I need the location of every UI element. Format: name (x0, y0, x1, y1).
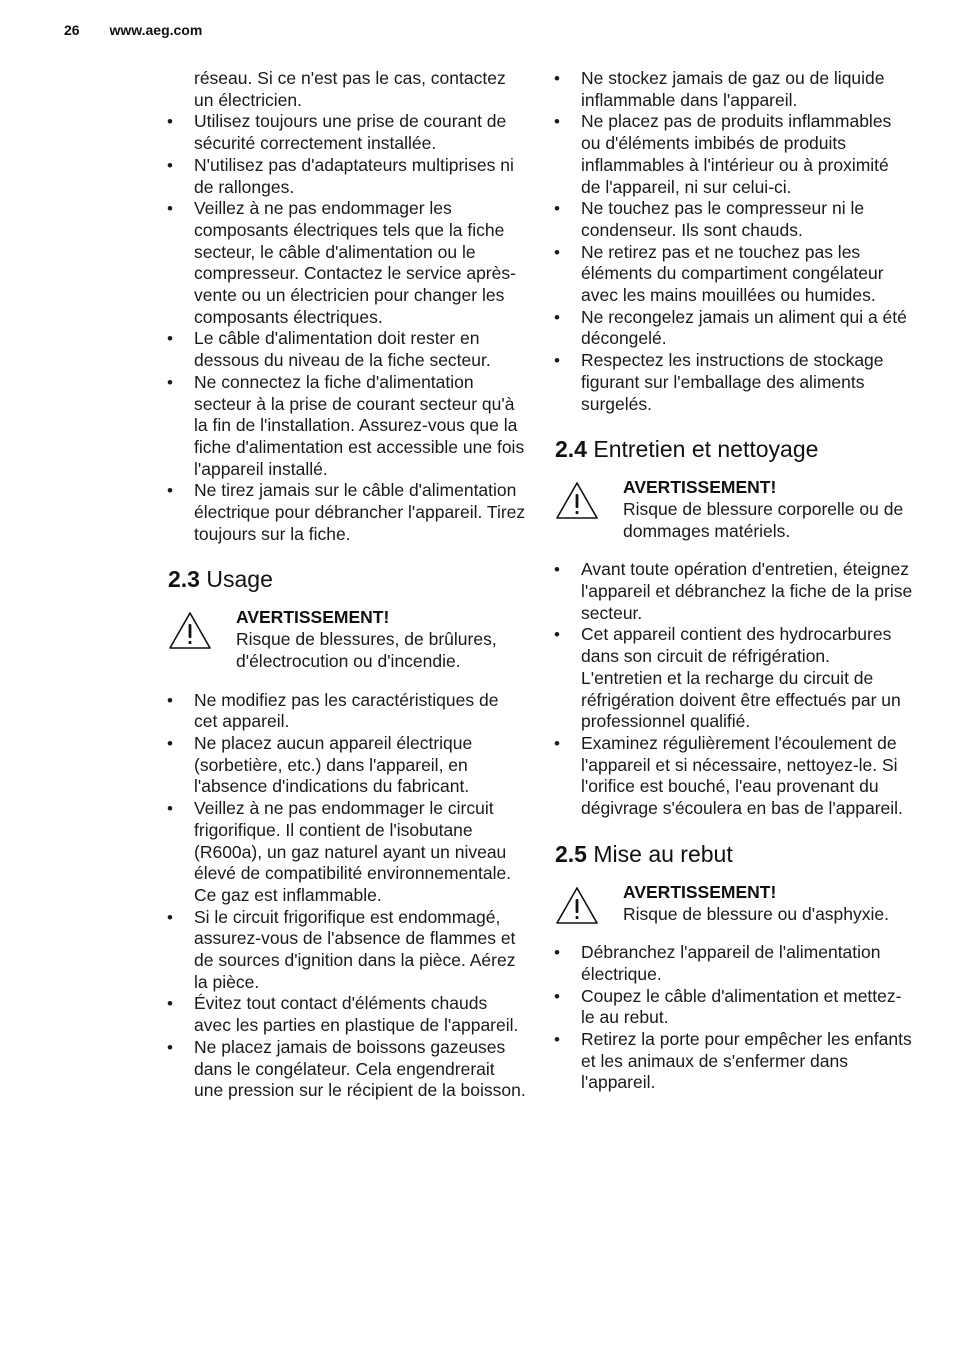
list-item: • Débranchez l'appareil de l'alimentation électrique. (553, 942, 913, 985)
warning-box (553, 882, 913, 925)
right-column (553, 68, 913, 1094)
section-title: Mise au rebut (593, 840, 733, 867)
safety-list-left-top (166, 68, 526, 545)
list-item: • Respectez les instructions de stockage figurant sur l'emballage des aliments surgelés. (553, 350, 913, 415)
section-heading-usage (166, 565, 526, 593)
disposal-list (553, 942, 913, 1094)
section-title: Entretien et nettoyage (593, 436, 819, 463)
warning-text: Risque de blessure ou d'asphyxie. (623, 903, 890, 924)
warning-title: AVERTISSEMENT! (623, 477, 777, 498)
list-item: • Ne tirez jamais sur le câble d'alimentation électrique pour débrancher l'appareil. Tirez toujours sur la fiche. (166, 480, 526, 545)
list-item: • Ne connectez la fiche d'alimentation secteur à la prise de courant secteur qu'à la fin de l'installation. Assurez-vous que la fiche d'alimentation est accessible une fois l'appareil installé. (166, 372, 526, 481)
list-item: • Ne placez pas de produits inflammables ou d'éléments imbibés de produits inflammables à l'intérieur ou à proximité de l'appareil, ni sur celui-ci. (553, 111, 913, 198)
section-title: Usage (206, 566, 273, 593)
section-number: 2.4 (555, 436, 587, 463)
list-item: • Utilisez toujours une prise de courant de sécurité correctement installée. (166, 111, 526, 154)
maintenance-list (553, 559, 913, 819)
warning-triangle-icon (555, 481, 599, 521)
list-item: réseau. Si ce n'est pas le cas, contactez un électricien. (194, 68, 506, 110)
section-heading-maintenance (553, 435, 913, 463)
warning-text: Risque de blessures, de brûlures, d'électrocution ou d'incendie. (236, 629, 497, 671)
list-item: • Veillez à ne pas endommager le circuit frigorifique. Il contient de l'isobutane (R600a), un gaz naturel ayant un niveau élevé de compatibilité environnementale. Ce gaz est inflammable. (166, 798, 526, 907)
list-item: • N'utilisez pas d'adaptateurs multiprises ni de rallonges. (166, 155, 526, 198)
list-item: • Évitez tout contact d'éléments chauds avec les parties en plastique de l'appareil. (166, 993, 526, 1036)
list-item: • Ne placez jamais de boissons gazeuses dans le congélateur. Cela engendrerait une pression sur le récipient de la boisson. (166, 1037, 526, 1102)
list-item: • Ne placez aucun appareil électrique (sorbetière, etc.) dans l'appareil, en l'absence d'indications du fabricant. (166, 733, 526, 798)
warning-text: Risque de blessure corporelle ou de dommages matériels. (623, 498, 904, 541)
warning-box (166, 607, 526, 672)
page-header (64, 22, 202, 38)
page-number: 26 (64, 22, 80, 38)
list-item: • Ne touchez pas le compresseur ni le condenseur. Ils sont chauds. (553, 198, 913, 241)
list-item: • Le câble d'alimentation doit rester en dessous du niveau de la fiche secteur. (166, 328, 526, 371)
list-item: • Ne stockez jamais de gaz ou de liquide inflammable dans l'appareil. (553, 68, 913, 111)
safety-list-right-top (553, 68, 913, 415)
list-item: • Ne retirez pas et ne touchez pas les éléments du compartiment congélateur avec les mains mouillées ou humides. (553, 242, 913, 307)
website-url: www.aeg.com (109, 22, 203, 38)
section-number: 2.5 (555, 840, 587, 867)
list-item: • Ne recongelez jamais un aliment qui a été décongelé. (553, 307, 913, 350)
list-item: • Veillez à ne pas endommager les composants électriques tels que la fiche secteur, le câble d'alimentation ou le compresseur. Contactez le service après-vente ou un électricien pour changer les composants électriques. (166, 198, 526, 328)
warning-title: AVERTISSEMENT! (623, 881, 777, 902)
warning-triangle-icon (555, 886, 599, 926)
list-item: • Cet appareil contient des hydrocarbures dans son circuit de réfrigération. L'entretien et la recharge du circuit de réfrigération doivent être effectués par un professionnel qualifié. (553, 624, 913, 733)
warning-box (553, 477, 913, 542)
list-item: • Coupez le câble d'alimentation et mettez-le au rebut. (553, 986, 913, 1029)
section-number: 2.3 (168, 566, 200, 593)
left-column (166, 68, 526, 1102)
list-item: • Examinez régulièrement l'écoulement de l'appareil et si nécessaire, nettoyez-le. Si l'orifice est bouché, l'eau provenant du dégivrage s'écoulera en bas de l'appareil. (553, 733, 913, 820)
list-item: • Ne modifiez pas les caractéristiques de cet appareil. (166, 690, 526, 733)
warning-triangle-icon (168, 611, 212, 651)
list-item: • Si le circuit frigorifique est endommagé, assurez-vous de l'absence de flammes et de sources d'ignition dans la pièce. Aérez la pièce. (166, 907, 526, 994)
section-heading-disposal (553, 840, 913, 868)
list-item: • Avant toute opération d'entretien, éteignez l'appareil et débranchez la fiche de la prise secteur. (553, 559, 913, 624)
list-item: • Retirez la porte pour empêcher les enfants et les animaux de s'enfermer dans l'appareil. (553, 1029, 913, 1094)
warning-title: AVERTISSEMENT! (236, 607, 390, 628)
usage-list (166, 690, 526, 1102)
